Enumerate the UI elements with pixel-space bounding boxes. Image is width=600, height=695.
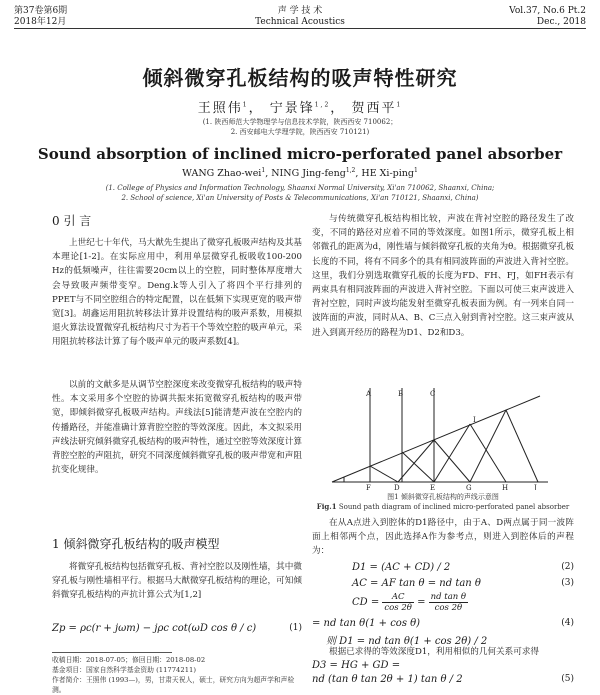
authors-cn (0, 97, 600, 116)
figure-caption-cn: 图1 倾斜微穿孔板结构的声线示意图 (387, 493, 499, 501)
affiliation-cn-2: 2. 西安邮电大学理学院，陕西西安 710121) (230, 128, 370, 136)
equation-3-body: AC = AF tan θ = nd tan θ (352, 578, 481, 589)
affiliation-en-1: (1. College of Physics and Information Technology, Shaanxi Normal University, Xi'an 710062, Shaanxi, China; (105, 184, 495, 192)
paper-title-cn: 倾斜微穿孔板结构的吸声特性研究 (142, 66, 458, 90)
author-separator: ， (248, 101, 264, 116)
figure-caption-label: Fig.1 (316, 502, 337, 511)
equation-5-line1: D3 = HG + GD = (312, 660, 401, 671)
author-name-en: WANG Zhao-wei (182, 168, 262, 180)
sound-ray (370, 466, 398, 482)
header-rule (14, 28, 586, 29)
sound-ray (470, 424, 506, 482)
journal-name-cn: 声 学 技 术 (277, 6, 323, 16)
author-affil-mark: 1 (242, 101, 249, 109)
figure-label: C (430, 390, 436, 398)
equation-4-line2 (312, 618, 574, 629)
author-affil-mark: 1 (414, 167, 418, 174)
authors-en: WANG Zhao-wei$^1$, NING Jing-feng$^{1,2}$, HE Xi-ping$^1$ (182, 167, 418, 180)
journal-date-cn: 2018年12月 (14, 17, 67, 27)
footnote-funding: 基金项目：国家自然科学基金资助 (11774211) (52, 666, 197, 674)
equation-number: (5) (561, 674, 574, 684)
equation-2 (312, 562, 574, 573)
author-affil-mark: 1,2 (345, 167, 356, 174)
section-heading-1: 1 倾斜微穿孔板结构的吸声模型 (52, 537, 220, 551)
affiliation-cn-1: (1. 陕西师范大学物理学与信息技术学院，陕西西安 710062； (202, 118, 398, 126)
equation-2-body: D1 = (AC + CD) / 2 (352, 562, 451, 573)
author-name: 贺西平 (351, 101, 397, 116)
sound-ray (506, 410, 538, 482)
author-name-en: NING Jing-feng (271, 168, 346, 180)
sound-ray (402, 452, 434, 482)
fraction (382, 592, 413, 613)
journal-date-en: Dec., 2018 (536, 17, 586, 27)
fraction-numerator: nd tan θ (430, 592, 467, 602)
equation-4b: 则 D1 = nd tan θ(1 + cos 2θ) / 2 (326, 636, 488, 647)
equation-4 (312, 592, 574, 613)
sound-ray (398, 440, 434, 482)
figure-caption-en (312, 502, 574, 511)
figure-label: D (394, 484, 400, 490)
footnotes (52, 655, 302, 695)
journal-name-en: Technical Acoustics (255, 17, 345, 27)
footnote-rule (52, 652, 172, 653)
right-paragraph-2: 在从A点进入到腔体的D1路径中，由于A、D两点属于同一波阵面上相邻两个点，因此选择A作为参考点，则进入到腔体后的声程为： (312, 518, 574, 557)
author-affil-mark: 1 (261, 167, 266, 174)
author-name: 宁景锋 (269, 101, 315, 116)
equation-3 (312, 578, 574, 589)
equation-4-equals: = (417, 597, 426, 608)
figure-label: F (366, 484, 371, 490)
inclined-panel-line (332, 396, 540, 482)
affiliation-en-2: 2. School of science, Xi'an University of Posts & Telecommunications, Xi'an 710121, Shaanxi, China) (121, 194, 479, 202)
footnote-received: 收稿日期：2018-07-05；修回日期：2018-08-02 (52, 656, 206, 664)
author-separator: ， (330, 101, 346, 116)
figure-label: G (466, 484, 472, 490)
fraction-denominator: cos 2θ (384, 603, 412, 613)
fraction-numerator: AC (382, 592, 413, 603)
right-paragraph-3: 根据已求得的等效深度D1，利用相似的几何关系可求得 (329, 647, 540, 657)
footnote-author-bio: 作者简介：王照伟 (1993—)，男，甘肃天祝人，硕士，研究方向为超声学和声检测。 (52, 676, 295, 694)
equation-number: (3) (561, 578, 574, 588)
figure-label: H (502, 484, 509, 490)
equation-number: (1) (289, 623, 302, 633)
author-affil-mark: 1,2 (314, 101, 331, 109)
figure-label: E (430, 484, 436, 490)
figure-1 (330, 386, 550, 490)
equation-5-body: nd (tan θ tan 2θ + 1) tan θ / 2 (312, 674, 463, 685)
journal-volume: 第37卷第6期 (14, 6, 68, 16)
sound-path-diagram (330, 386, 550, 490)
equation-4-lhs: CD = (352, 597, 380, 608)
author-name-en: HE Xi-ping (361, 168, 414, 180)
intro-paragraph-1: 上世纪七十年代，马大猷先生提出了微穿孔板吸声结构及其基本理论[1-2]。在实际应用中，利用单层微穿孔板吸收100-200 Hz的低频噪声，往往需要20cm以上的空腔，同时整体厚度增大会导致吸声频带变窄。Deng.k等人引入了将四个平行排列的PPET与不同空腔组合的特定配置，以在低频下实现更宽的吸声带宽[3]。胡鑫运用阻抗转移法计算并设置结构的吸声系数，用模拟退火算法设置微穿孔板结构尺寸为若干个等效空腔的吸声单元，采用阻抗转移法计算了每个吸声单元的吸声系数[4]。 (52, 238, 302, 348)
sound-ray (434, 440, 470, 482)
author-affil-mark: 1 (396, 101, 403, 109)
equation-5 (312, 674, 574, 685)
equation-1 (52, 623, 302, 634)
author-name: 王照伟 (197, 101, 243, 116)
equation-number: (4) (561, 618, 574, 628)
fraction (429, 592, 468, 613)
figure-label: J (534, 484, 537, 490)
equation-4-line2-body: = nd tan θ(1 + cos θ) (312, 618, 421, 629)
header-right (509, 6, 586, 28)
right-paragraph-1: 与传统微穿孔板结构相比较，声波在背衬空腔的路径发生了改变，不同的路径对应着不同的等效深度。如图1所示，微穿孔板上相邻微孔的距离为d，刚性墙与倾斜微穿孔板的夹角为θ。根据微穿孔板长度的不同，将有不同多个的具有相同波阵面的声波进入背衬空腔。这里，我们分别选取微穿孔板的长度为FD、FH、FJ，如FH表示有两束具有相同波阵面的声波进入背衬空腔。下面以可使三束声波进入背衬空腔，同时声波均能发射至微穿孔板表面为例。有一列来自同一波阵面的声波，同时从A、B、C三点入射到背衬空腔。这三束声波从进入到离开经历的路程为D1、D2和D3。 (312, 214, 574, 338)
figure-caption-text: Sound path diagram of inclined micro-perforated panel absorber (338, 503, 570, 511)
section-heading-0: 0 引 言 (52, 214, 92, 228)
equation-1-body: Zp = ρc(r + jωm) − jρc cot(ωD cos θ / c) (52, 623, 257, 634)
journal-vol-en: Vol.37, No.6 Pt.2 (509, 6, 586, 16)
intro-paragraph-2: 以前的文献多是从调节空腔深度来改变微穿孔板结构的吸声特性。本文采用多个空腔的协调共振来拓宽微穿孔板结构的吸声带宽，即倾斜微穿孔板吸声结构。声线法[5]能清楚声波在空腔内的传播路径，并能准确计算背腔空腔的等效深度。因此，本文拟采用声线法研究倾斜微穿孔板结构的吸声特性，通过空腔等效深度计算背腔空腔的声阻抗，研究不同深度倾斜微穿孔板的吸声带宽和声阻抗变化规律。 (52, 380, 302, 476)
figure-label: A (366, 390, 372, 398)
figure-label: B (398, 390, 404, 398)
equation-number: (2) (561, 562, 574, 572)
paper-title-en: Sound absorption of inclined micro-perforated panel absorber (37, 145, 563, 163)
section1-paragraph: 将微穿孔板结构包括微穿孔板、背衬空腔以及刚性墙，其中微穿孔板与刚性墙相平行。根据马大猷微穿孔板结构的理论，可知倾斜微穿孔板结构的声抗计算公式为[1,2] (52, 562, 302, 601)
figure-label: I (473, 416, 476, 424)
fraction-denominator: cos 2θ (434, 603, 463, 613)
